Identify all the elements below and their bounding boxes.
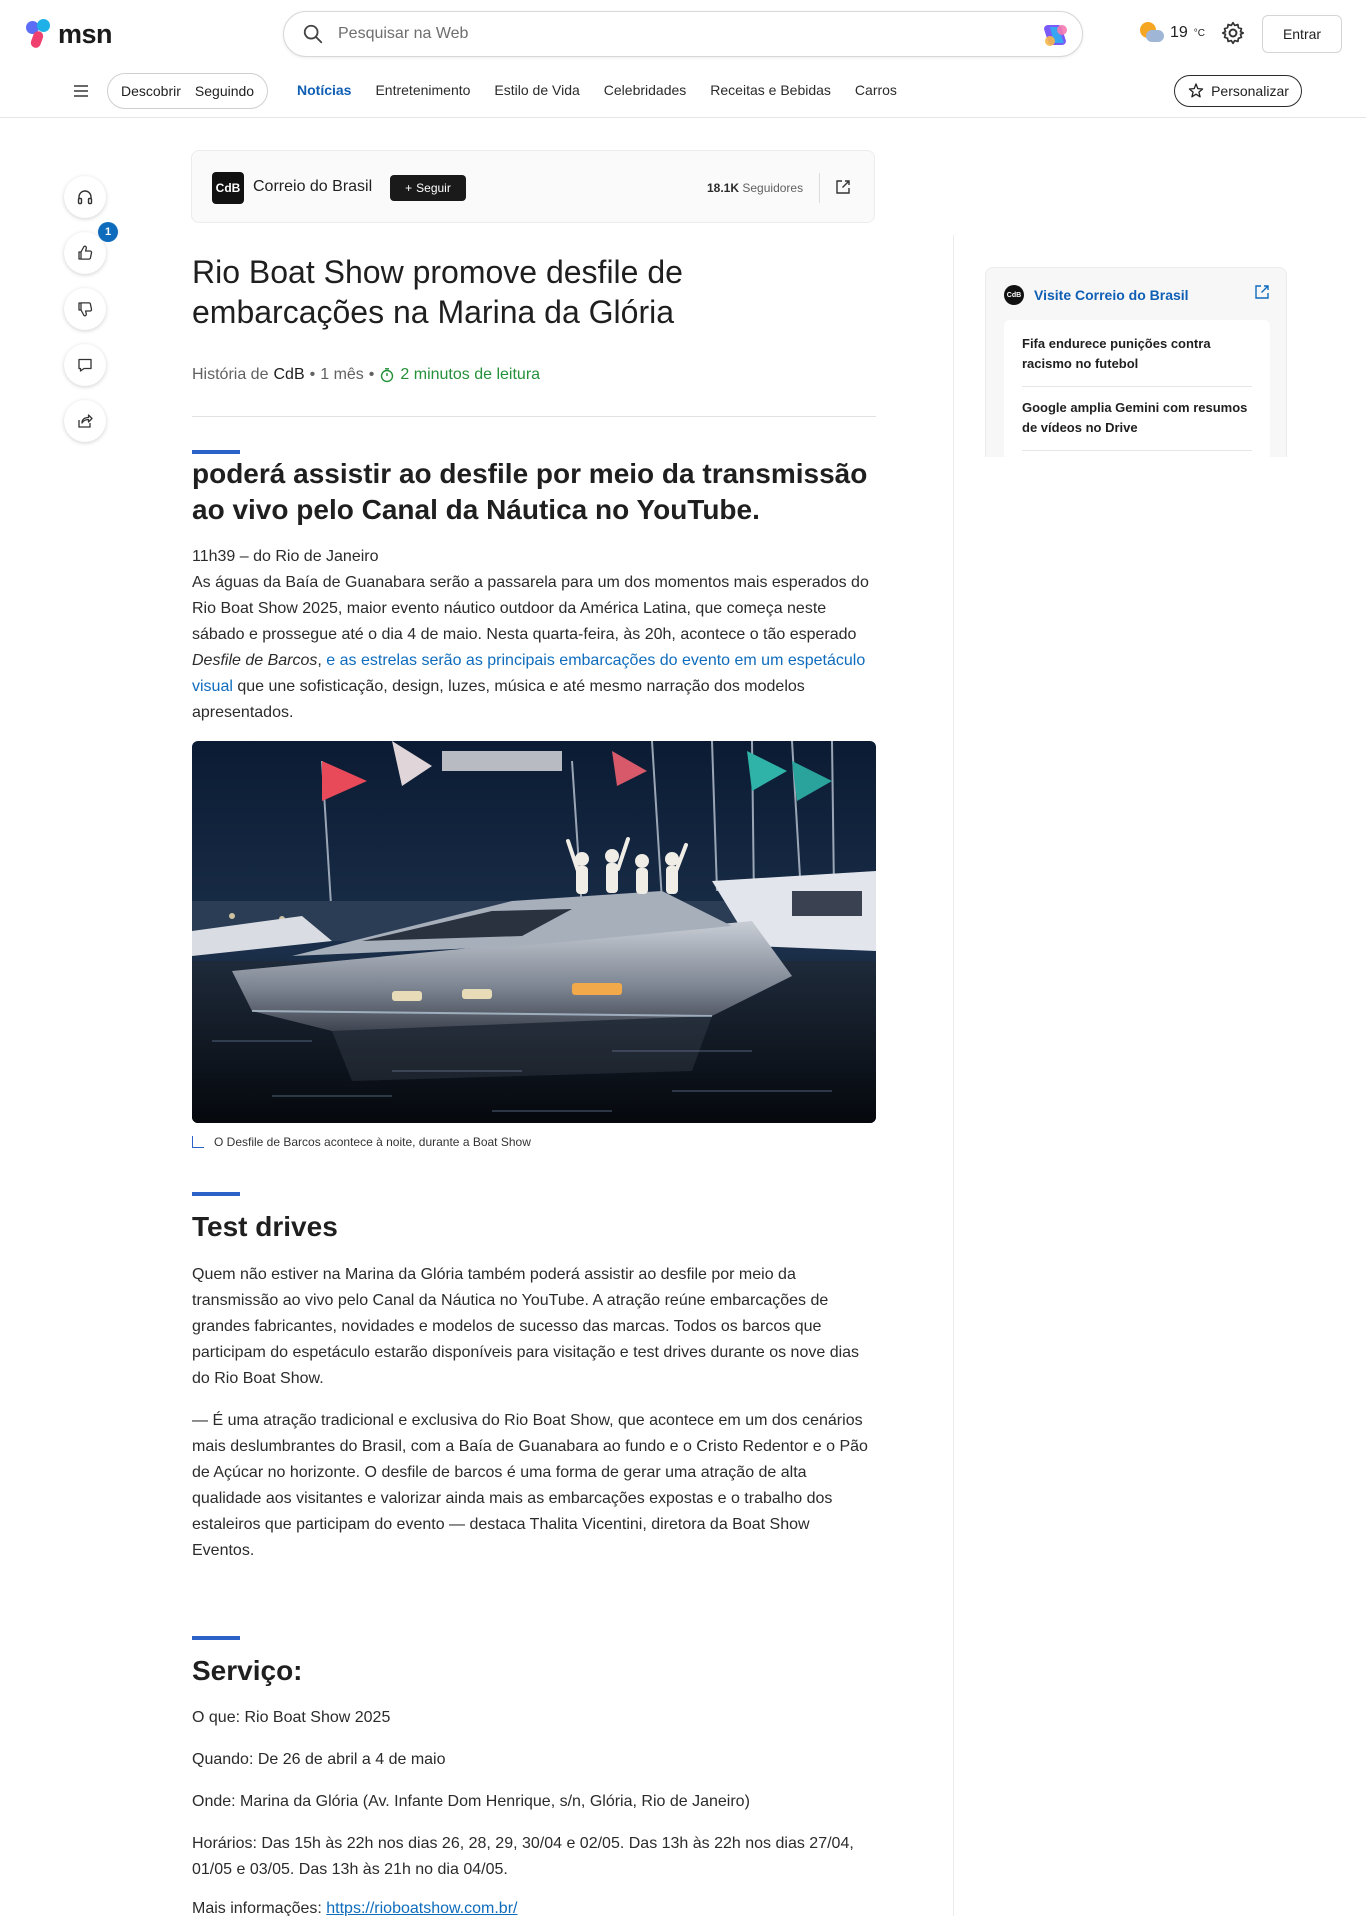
partly-cloudy-icon (1138, 20, 1164, 46)
nav-link-carros[interactable]: Carros (854, 82, 897, 98)
msn-logo[interactable] (24, 18, 112, 50)
copilot-icon[interactable] (1040, 19, 1072, 51)
thumbs-down-icon (76, 300, 94, 318)
publisher-name[interactable]: Correio do Brasil (253, 178, 373, 195)
caption-corner-icon (192, 1136, 204, 1148)
intro-link[interactable]: e as estrelas serão as principais embarcações do evento em um espetáculo visual (192, 652, 866, 695)
article-quote: — É uma atração tradicional e exclusiva do Rio Boat Show, que acontece em um dos cenários mais deslumbrantes do Brasil, com a Baía de Guanabara ao fundo e o Cristo Redentor e o Pão de Açúcar no horizonte. O desfile de barcos é uma forma de gerar uma atração de alta qualidade aos visitantes e valorizar ainda mais as embarcações expostas e o trabalho dos estaleiros que participam do evento — destaca Thalita Vicentini, diretora da Boat Show Eventos. (192, 1412, 868, 1559)
personalize-button[interactable] (1174, 75, 1302, 107)
pill-seguindo[interactable]: Seguindo (194, 83, 255, 99)
section-accent (192, 1192, 240, 1196)
read-time-label: 2 minutos de leitura (400, 366, 541, 383)
followers-label: Seguidores (742, 181, 804, 195)
article-title: Rio Boat Show promove desfile de embarcações na Marina da Glória (192, 254, 683, 330)
meta-source[interactable]: CdB (273, 366, 305, 383)
intro-italic: Desfile de Barcos (192, 652, 318, 669)
article-paragraph: Quem não estiver na Marina da Glória também poderá assistir ao desfile por meio da transmissão ao vivo pelo Canal da Náutica no YouTube. A atração reúne embarcações de grandes fabricantes, novidades e modelos de sucesso das marcas. Todos os barcos que participam do espetáculo estarão disponíveis para visitação e test drives durante os nove dias do Rio Boat Show. (192, 1266, 860, 1387)
category-nav (0, 73, 1366, 109)
sidebar-separator (1022, 450, 1252, 451)
timer-icon (379, 367, 395, 383)
share-icon (76, 412, 94, 430)
article-intro (192, 570, 876, 726)
service-more-label: Mais informações: (192, 1900, 327, 1916)
comment-button[interactable] (64, 344, 106, 386)
column-divider (953, 235, 954, 1916)
followers-count (707, 181, 803, 195)
plus-icon: + (405, 181, 413, 195)
article-dateline: 11h39 – do Rio de Janeiro (192, 548, 379, 565)
meta-dot: • (368, 366, 375, 383)
publisher-divider (819, 173, 820, 203)
publisher-sidebar (985, 267, 1287, 457)
section3-heading: Serviço: (192, 1655, 303, 1686)
logo-text: msn (58, 18, 113, 49)
feed-toggle (107, 73, 268, 109)
service-when: Quando: De 26 de abril a 4 de maio (192, 1751, 446, 1768)
service-where: Onde: Marina da Glória (Av. Infante Dom Henrique, s/n, Glória, Rio de Janeiro) (192, 1793, 750, 1810)
search-icon (302, 23, 324, 45)
weather-widget[interactable] (1138, 20, 1205, 46)
visit-label: Visite Correio do Brasil (1034, 287, 1189, 303)
like-count-badge: 1 (98, 222, 118, 242)
follow-button[interactable] (390, 175, 466, 201)
sidebar-article-list (1004, 320, 1270, 457)
service-what: O que: Rio Boat Show 2025 (192, 1709, 391, 1726)
nav-link-celebridades[interactable]: Celebridades (603, 82, 687, 98)
meta-dot: • (309, 366, 316, 383)
comment-icon (76, 356, 94, 374)
gear-icon[interactable] (1220, 20, 1246, 46)
section2-heading: Test drives (192, 1211, 338, 1242)
nav-link-entretenimento[interactable]: Entretenimento (375, 82, 471, 98)
pill-descobrir[interactable]: Descobrir (121, 83, 181, 99)
sparkle-star-icon (1187, 82, 1205, 100)
section-accent (192, 1636, 240, 1640)
external-link-icon[interactable] (1253, 283, 1271, 301)
dislike-button[interactable] (64, 288, 106, 330)
visit-publisher-link[interactable] (1004, 285, 1189, 305)
sidebar-article-item[interactable]: Google amplia Gemini com resumos de vídeos no Drive (1022, 400, 1248, 435)
intro-text: As águas da Baía de Guanabara serão a passarela para um dos momentos mais esperados do Rio Boat Show 2025, maior evento náutico outdoor da América Latina, que começa neste sábado e prossegue até o dia 4 de maio. Nesta quarta-feira, às 20h, acontece o tão esperado (192, 574, 869, 643)
intro-end: que une sofisticação, design, luzes, música e até mesmo narração dos modelos apresentados. (192, 678, 805, 721)
service-more (192, 1896, 876, 1916)
nav-link-noticias[interactable]: Notícias (297, 82, 352, 98)
personalize-label: Personalizar (1211, 83, 1289, 99)
article-meta (192, 366, 540, 384)
headphones-icon (76, 188, 94, 206)
external-link-icon[interactable] (834, 178, 852, 196)
photo-caption (192, 1135, 531, 1149)
weather-temp: 19 (1170, 24, 1188, 41)
nav-links (297, 82, 897, 98)
sidebar-article-item[interactable]: Fifa endurece punições contra racismo no futebol (1022, 336, 1211, 371)
signin-button[interactable]: Entrar (1262, 15, 1342, 53)
intro-comma: , (317, 652, 322, 669)
publisher-card (191, 150, 875, 223)
followers-number: 18.1K (707, 181, 740, 195)
service-hours: Horários: Das 15h às 22h nos dias 26, 28, 29, 30/04 e 02/05. Das 13h às 22h nos dias 27/04, 01/05 e 03/05. Das 13h às 21h no dia 04/05. (192, 1835, 854, 1878)
weather-unit: °C (1193, 27, 1206, 39)
meta-age: 1 mês (320, 366, 364, 383)
nav-link-receitas-e-bebidas[interactable]: Receitas e Bebidas (710, 82, 831, 98)
listen-button[interactable] (64, 176, 106, 218)
publisher-logo[interactable]: CdB (212, 172, 244, 204)
meta-prefix: História de (192, 366, 269, 383)
caption-text: O Desfile de Barcos acontece à noite, durante a Boat Show (214, 1135, 531, 1149)
boat-parade-photo[interactable] (192, 741, 876, 1123)
nav-link-estilo-de-vida[interactable]: Estilo de Vida (494, 82, 580, 98)
sidebar-separator (1022, 386, 1252, 387)
service-more-link[interactable]: https://rioboatshow.com.br/ (326, 1900, 518, 1916)
section1-heading: poderá assistir ao desfile por meio da transmissão ao vivo pelo Canal da Náutica no YouTube. (192, 458, 868, 525)
msn-butterfly-icon (24, 19, 54, 49)
search-input[interactable] (338, 25, 1018, 43)
thumbs-up-icon (76, 244, 94, 262)
top-header (0, 0, 1366, 118)
follow-label: Seguir (416, 181, 451, 195)
title-divider (192, 416, 876, 417)
section-accent (192, 450, 240, 454)
share-button[interactable] (64, 400, 106, 442)
publisher-mini-logo: CdB (1004, 285, 1024, 305)
search-bar[interactable] (283, 11, 1083, 57)
read-time (379, 366, 540, 384)
hamburger-icon[interactable] (72, 82, 90, 100)
